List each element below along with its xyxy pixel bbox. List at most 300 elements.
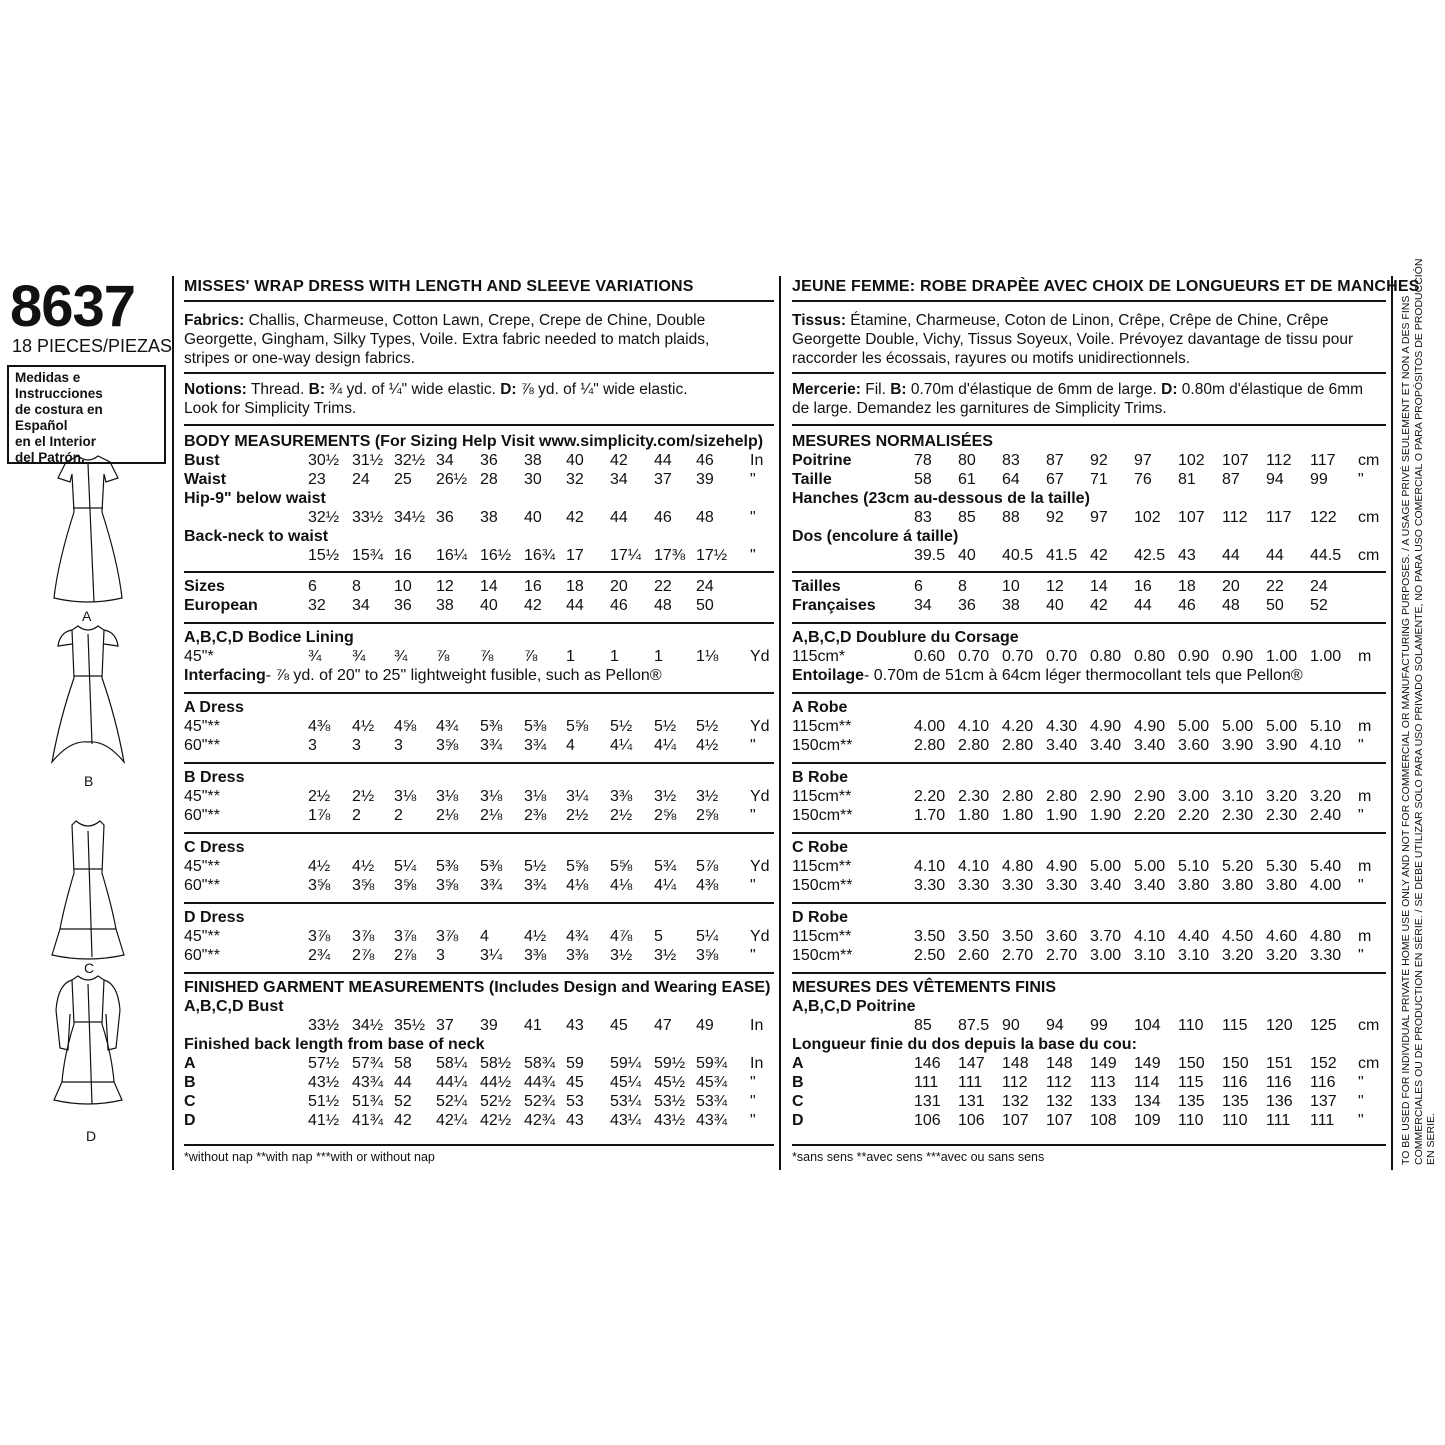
cell-value: 112 bbox=[1222, 509, 1248, 526]
cell-value: 36 bbox=[480, 452, 498, 469]
cell-value: ¾ bbox=[394, 648, 408, 665]
cell-value: 26½ bbox=[436, 471, 468, 488]
cell-value: 0.70 bbox=[1002, 648, 1034, 665]
cell-value: 2 bbox=[352, 807, 361, 824]
cell-value: 41 bbox=[524, 1017, 542, 1034]
cell-value: 3¾ bbox=[524, 877, 547, 894]
row-label: C Dress bbox=[184, 839, 245, 856]
cell-value: 87 bbox=[1222, 471, 1240, 488]
cell-value: 18 bbox=[1178, 578, 1196, 595]
cell-value: 10 bbox=[394, 578, 412, 595]
cell-value: 3⅞ bbox=[436, 928, 459, 945]
cell-value: 3.30 bbox=[958, 877, 990, 894]
cell-value: 78 bbox=[914, 452, 932, 469]
cell-value: 147 bbox=[958, 1055, 985, 1072]
cell-value: 5.00 bbox=[1090, 858, 1122, 875]
table-row bbox=[792, 1054, 1386, 1073]
cell-value: 92 bbox=[1046, 509, 1064, 526]
cell-value: 8 bbox=[352, 578, 361, 595]
cell-value: 4 bbox=[480, 928, 489, 945]
row-label: Tailles bbox=[792, 578, 841, 595]
cell-value: 87 bbox=[1046, 452, 1064, 469]
cell-value: 2.30 bbox=[958, 788, 990, 805]
cell-value: 112 bbox=[1266, 452, 1292, 469]
cell-value: 4.10 bbox=[1310, 737, 1342, 754]
table-row bbox=[792, 997, 1386, 1016]
unit-label: In bbox=[750, 1017, 764, 1034]
cell-value: 59¼ bbox=[610, 1055, 642, 1072]
cell-value: 34½ bbox=[394, 509, 426, 526]
table-row bbox=[184, 527, 774, 546]
unit-label: m bbox=[1358, 928, 1372, 945]
row-label: Finished back length from base of neck bbox=[184, 1036, 485, 1053]
unit-label: " bbox=[750, 877, 756, 894]
cell-value: 3.60 bbox=[1178, 737, 1210, 754]
unit-label: m bbox=[1358, 788, 1372, 805]
cell-value: 4.20 bbox=[1002, 718, 1034, 735]
cell-value: 112 bbox=[1046, 1074, 1072, 1091]
cell-value: 40 bbox=[566, 452, 584, 469]
cell-value: 58¼ bbox=[436, 1055, 468, 1072]
table-row bbox=[184, 698, 774, 717]
cell-value: 4.30 bbox=[1046, 718, 1078, 735]
table-row bbox=[184, 489, 774, 508]
cell-value: 99 bbox=[1090, 1017, 1108, 1034]
cell-value: ¾ bbox=[352, 648, 366, 665]
cell-value: 5¼ bbox=[696, 928, 719, 945]
cell-value: 0.60 bbox=[914, 648, 946, 665]
cell-value: 2⅜ bbox=[524, 807, 547, 824]
table-row bbox=[792, 908, 1386, 927]
cell-value: 2.90 bbox=[1134, 788, 1166, 805]
divider bbox=[792, 832, 1386, 834]
row-label: 60"** bbox=[184, 807, 220, 824]
cell-value: ⅞ bbox=[436, 648, 450, 665]
table-row bbox=[792, 857, 1386, 876]
cell-value: 110 bbox=[1178, 1112, 1204, 1129]
cell-value: 2.80 bbox=[1002, 788, 1034, 805]
cell-value: 44¼ bbox=[436, 1074, 468, 1091]
cell-value: 4½ bbox=[352, 718, 375, 735]
unit-label: " bbox=[750, 807, 756, 824]
view-a-dress-drawing bbox=[48, 452, 128, 607]
cell-value: 34 bbox=[914, 597, 932, 614]
cell-value: 43¾ bbox=[696, 1112, 728, 1129]
cell-value: 107 bbox=[1178, 509, 1205, 526]
cell-value: ¾ bbox=[308, 648, 322, 665]
cell-value: 42 bbox=[1090, 547, 1108, 564]
cell-value: 3.00 bbox=[1090, 947, 1122, 964]
divider bbox=[184, 832, 774, 834]
table-row bbox=[792, 596, 1386, 615]
cell-value: 42 bbox=[610, 452, 628, 469]
cell-value: 102 bbox=[1134, 509, 1161, 526]
pattern-number: 8637 bbox=[10, 274, 136, 339]
cell-value: 2.90 bbox=[1090, 788, 1122, 805]
cell-value: 44.5 bbox=[1310, 547, 1342, 564]
cell-value: 10 bbox=[1002, 578, 1020, 595]
cell-value: 44 bbox=[394, 1074, 412, 1091]
table-row bbox=[792, 768, 1386, 787]
cell-value: 16¼ bbox=[436, 547, 468, 564]
cell-value: 0.90 bbox=[1222, 648, 1254, 665]
cell-value: 16¾ bbox=[524, 547, 556, 564]
table-row bbox=[184, 1092, 774, 1111]
cell-value: 109 bbox=[1134, 1112, 1161, 1129]
cell-value: 131 bbox=[914, 1093, 941, 1110]
cell-value: 45 bbox=[610, 1017, 628, 1034]
cell-value: 39.5 bbox=[914, 547, 946, 564]
cell-value: 3.40 bbox=[1046, 737, 1078, 754]
cell-value: 58¾ bbox=[524, 1055, 556, 1072]
cell-value: 45 bbox=[566, 1074, 584, 1091]
table-row bbox=[792, 432, 1386, 451]
cell-value: 3⅜ bbox=[524, 947, 547, 964]
cell-value: 43¾ bbox=[352, 1074, 384, 1091]
cell-value: 4.60 bbox=[1266, 928, 1298, 945]
cell-value: 43 bbox=[1178, 547, 1196, 564]
cell-value: 1⅞ bbox=[308, 807, 331, 824]
cell-value: 17⅜ bbox=[654, 547, 686, 564]
cell-value: 3.10 bbox=[1134, 947, 1166, 964]
cell-value: 5.10 bbox=[1178, 858, 1210, 875]
cell-value: 133 bbox=[1090, 1093, 1117, 1110]
cell-value: 4½ bbox=[524, 928, 547, 945]
cell-value: 150 bbox=[1222, 1055, 1249, 1072]
cell-value: 4.10 bbox=[958, 858, 990, 875]
divider bbox=[184, 762, 774, 764]
cell-value: 16 bbox=[394, 547, 412, 564]
cell-value: 3.80 bbox=[1222, 877, 1254, 894]
cell-value: 45¼ bbox=[610, 1074, 642, 1091]
cell-value: 3¼ bbox=[480, 947, 503, 964]
cell-value: 115 bbox=[1222, 1017, 1248, 1034]
cell-value: 2⅛ bbox=[436, 807, 459, 824]
table-row bbox=[792, 736, 1386, 755]
cell-value: 5⅜ bbox=[436, 858, 459, 875]
cell-value: 46 bbox=[696, 452, 714, 469]
notions-line: Mercerie: Fil. B: 0.70m d'élastique de 6mm de large. D: 0.80m d'élastique de 6mm bbox=[792, 381, 1364, 398]
cell-value: 38 bbox=[524, 452, 542, 469]
fabrics-text bbox=[792, 311, 1386, 368]
row-label: Sizes bbox=[184, 578, 225, 595]
view-label-b: B bbox=[84, 773, 94, 789]
cell-value: 16½ bbox=[480, 547, 512, 564]
row-label: A Robe bbox=[792, 699, 848, 716]
cell-value: 2.20 bbox=[914, 788, 946, 805]
cell-value: 18 bbox=[566, 578, 584, 595]
table-row bbox=[792, 838, 1386, 857]
row-label: Entoilage- 0.70m de 51cm à 64cm léger thermocollant tels que Pellon® bbox=[792, 667, 1303, 684]
divider bbox=[184, 972, 774, 974]
row-label: A,B,C,D Bodice Lining bbox=[184, 629, 354, 646]
cell-value: 4.10 bbox=[1134, 928, 1166, 945]
cell-value: 17¼ bbox=[610, 547, 642, 564]
unit-label: " bbox=[750, 1074, 756, 1091]
cell-value: 37 bbox=[654, 471, 672, 488]
row-label: European bbox=[184, 597, 258, 614]
unit-label: " bbox=[750, 547, 756, 564]
cell-value: 52¼ bbox=[436, 1093, 468, 1110]
notions-text bbox=[184, 380, 774, 418]
cell-value: 4⅝ bbox=[394, 718, 417, 735]
cell-value: 117 bbox=[1310, 452, 1336, 469]
cell-value: 0.70 bbox=[958, 648, 990, 665]
cell-value: 149 bbox=[1090, 1055, 1117, 1072]
cell-value: 3⅝ bbox=[352, 877, 375, 894]
cell-value: 115 bbox=[1178, 1074, 1204, 1091]
row-label: D bbox=[792, 1112, 804, 1129]
spanish-line: Medidas e Instrucciones bbox=[15, 370, 103, 401]
cell-value: 4.50 bbox=[1222, 928, 1254, 945]
unit-label: Yd bbox=[750, 858, 770, 875]
divider bbox=[184, 622, 774, 624]
row-label: 115cm** bbox=[792, 928, 852, 945]
cell-value: 4¼ bbox=[654, 737, 677, 754]
cell-value: 0.70 bbox=[1046, 648, 1078, 665]
cell-value: 38 bbox=[480, 509, 498, 526]
cell-value: 59½ bbox=[654, 1055, 686, 1072]
cell-value: 3.90 bbox=[1222, 737, 1254, 754]
cell-value: 43½ bbox=[654, 1112, 686, 1129]
row-label: 45"** bbox=[184, 858, 220, 875]
cell-value: 85 bbox=[958, 509, 976, 526]
cell-value: 116 bbox=[1310, 1074, 1336, 1091]
cell-value: 48 bbox=[654, 597, 672, 614]
cell-value: 52¾ bbox=[524, 1093, 556, 1110]
cell-value: 3¾ bbox=[480, 737, 503, 754]
table-row bbox=[792, 489, 1386, 508]
table-row bbox=[792, 666, 1386, 685]
spanish-line: de costura en Español bbox=[15, 402, 103, 433]
cell-value: 3⅝ bbox=[308, 877, 331, 894]
cell-value: 85 bbox=[914, 1017, 932, 1034]
cell-value: 5¼ bbox=[394, 858, 417, 875]
cell-value: 148 bbox=[1002, 1055, 1029, 1072]
cell-value: 35½ bbox=[394, 1017, 426, 1034]
table-row bbox=[792, 806, 1386, 825]
cell-value: 3.90 bbox=[1266, 737, 1298, 754]
row-label: BODY MEASUREMENTS (For Sizing Help Visit www.simplicity.com/sizehelp) bbox=[184, 433, 764, 450]
unit-label: cm bbox=[1358, 1055, 1380, 1072]
table-row bbox=[792, 1092, 1386, 1111]
cell-value: 5⅝ bbox=[610, 858, 633, 875]
cell-value: 6 bbox=[914, 578, 923, 595]
cell-value: 5 bbox=[654, 928, 663, 945]
cell-value: 4½ bbox=[352, 858, 375, 875]
cell-value: 116 bbox=[1222, 1074, 1248, 1091]
table-row bbox=[184, 927, 774, 946]
table-row bbox=[184, 1054, 774, 1073]
cell-value: 3.30 bbox=[1002, 877, 1034, 894]
cell-value: 2.70 bbox=[1046, 947, 1078, 964]
row-label: 45"** bbox=[184, 928, 220, 945]
cell-value: 14 bbox=[1090, 578, 1108, 595]
cell-value: 36 bbox=[958, 597, 976, 614]
cell-value: 30 bbox=[524, 471, 542, 488]
cell-value: 1.00 bbox=[1266, 648, 1298, 665]
table-row bbox=[184, 596, 774, 615]
row-label: 150cm** bbox=[792, 877, 853, 894]
table-row bbox=[184, 432, 774, 451]
footnote: *sans sens **avec sens ***avec ou sans sens bbox=[792, 1150, 1045, 1164]
cell-value: 4½ bbox=[696, 737, 719, 754]
cell-value: 2⅝ bbox=[696, 807, 719, 824]
cell-value: 3.10 bbox=[1178, 947, 1210, 964]
cell-value: 76 bbox=[1134, 471, 1152, 488]
cell-value: 15¾ bbox=[352, 547, 384, 564]
unit-label: In bbox=[750, 452, 764, 469]
unit-label: " bbox=[1358, 807, 1364, 824]
cell-value: 33½ bbox=[352, 509, 384, 526]
cell-value: 131 bbox=[958, 1093, 985, 1110]
divider bbox=[792, 692, 1386, 694]
cell-value: 2⅞ bbox=[394, 947, 417, 964]
table-row bbox=[792, 787, 1386, 806]
table-row bbox=[792, 546, 1386, 565]
divider bbox=[184, 424, 774, 426]
cell-value: 3.20 bbox=[1266, 947, 1298, 964]
cell-value: 1⅛ bbox=[696, 648, 719, 665]
divider bbox=[792, 762, 1386, 764]
cell-value: 136 bbox=[1266, 1093, 1293, 1110]
cell-value: 3⅜ bbox=[566, 947, 589, 964]
cell-value: 4⅜ bbox=[696, 877, 719, 894]
row-label: B Robe bbox=[792, 769, 848, 786]
table-row bbox=[184, 577, 774, 596]
cell-value: 2⅝ bbox=[654, 807, 677, 824]
cell-value: 3⅞ bbox=[352, 928, 375, 945]
cell-value: 4.90 bbox=[1090, 718, 1122, 735]
unit-label: " bbox=[1358, 1093, 1364, 1110]
row-label: D Dress bbox=[184, 909, 245, 926]
cell-value: 16 bbox=[1134, 578, 1152, 595]
cell-value: 44 bbox=[654, 452, 672, 469]
cell-value: 0.90 bbox=[1178, 648, 1210, 665]
cell-value: 22 bbox=[654, 578, 672, 595]
table-row bbox=[792, 508, 1386, 527]
cell-value: 44½ bbox=[480, 1074, 512, 1091]
cell-value: 53¾ bbox=[696, 1093, 728, 1110]
cell-value: 42¾ bbox=[524, 1112, 556, 1129]
section-title: MISSES' WRAP DRESS WITH LENGTH AND SLEEVE VARIATIONS bbox=[184, 278, 694, 295]
cell-value: 40.5 bbox=[1002, 547, 1034, 564]
cell-value: 23 bbox=[308, 471, 326, 488]
cell-value: 1.90 bbox=[1046, 807, 1078, 824]
cell-value: 3¼ bbox=[566, 788, 589, 805]
cell-value: 110 bbox=[1222, 1112, 1248, 1129]
row-label: Longueur finie du dos depuis la base du cou: bbox=[792, 1036, 1137, 1053]
cell-value: 4 bbox=[566, 737, 575, 754]
cell-value: 12 bbox=[1046, 578, 1064, 595]
cell-value: 2.20 bbox=[1178, 807, 1210, 824]
view-c-dress-drawing bbox=[48, 817, 128, 962]
table-row bbox=[792, 647, 1386, 666]
divider bbox=[792, 1144, 1386, 1146]
table-row bbox=[184, 628, 774, 647]
table-row bbox=[184, 508, 774, 527]
cell-value: 34½ bbox=[352, 1017, 384, 1034]
cell-value: 58 bbox=[914, 471, 932, 488]
divider bbox=[792, 571, 1386, 573]
cell-value: 46 bbox=[610, 597, 628, 614]
cell-value: 111 bbox=[1310, 1112, 1335, 1129]
cell-value: 4¾ bbox=[566, 928, 589, 945]
divider bbox=[792, 372, 1386, 374]
table-row bbox=[184, 1016, 774, 1035]
column-rule bbox=[779, 276, 781, 1170]
cell-value: 2⅛ bbox=[480, 807, 503, 824]
fabrics-line: Georgette Double, Vichy, Tissus Soyeux, Voile. Prévoyez davantage de tissu pour bbox=[792, 331, 1354, 348]
cell-value: 17 bbox=[566, 547, 584, 564]
table-row bbox=[184, 666, 774, 685]
row-label: Bust bbox=[184, 452, 220, 469]
row-label: Hanches (23cm au-dessous de la taille) bbox=[792, 490, 1090, 507]
cell-value: 3.50 bbox=[1002, 928, 1034, 945]
table-row bbox=[792, 927, 1386, 946]
column-rule bbox=[172, 276, 174, 1170]
cell-value: 67 bbox=[1046, 471, 1064, 488]
table-row bbox=[184, 946, 774, 965]
cell-value: 3⅝ bbox=[436, 877, 459, 894]
table-row bbox=[792, 1111, 1386, 1130]
unit-label: cm bbox=[1358, 452, 1380, 469]
cell-value: 2.80 bbox=[1046, 788, 1078, 805]
row-label: 115cm** bbox=[792, 718, 852, 735]
view-b-dress-drawing bbox=[48, 622, 128, 772]
table-row bbox=[184, 787, 774, 806]
cell-value: 59 bbox=[566, 1055, 584, 1072]
cell-value: 83 bbox=[914, 509, 932, 526]
cell-value: 2.30 bbox=[1266, 807, 1298, 824]
row-label: A bbox=[792, 1055, 804, 1072]
table-row bbox=[184, 908, 774, 927]
cell-value: 40 bbox=[1046, 597, 1064, 614]
cell-value: 110 bbox=[1178, 1017, 1204, 1034]
table-row bbox=[792, 451, 1386, 470]
cell-value: 32½ bbox=[394, 452, 426, 469]
row-label: D bbox=[184, 1112, 196, 1129]
cell-value: 2.80 bbox=[958, 737, 990, 754]
cell-value: 42½ bbox=[480, 1112, 512, 1129]
view-label-a: A bbox=[82, 608, 92, 624]
cell-value: 50 bbox=[1266, 597, 1284, 614]
table-row bbox=[792, 470, 1386, 489]
cell-value: 4⅛ bbox=[610, 877, 633, 894]
cell-value: 3¾ bbox=[480, 877, 503, 894]
cell-value: 132 bbox=[1046, 1093, 1073, 1110]
cell-value: 4⅞ bbox=[610, 928, 633, 945]
divider bbox=[184, 372, 774, 374]
cell-value: 22 bbox=[1266, 578, 1284, 595]
row-label: 45"* bbox=[184, 648, 214, 665]
unit-label: " bbox=[1358, 947, 1364, 964]
cell-value: 3.30 bbox=[1046, 877, 1078, 894]
cell-value: 4.10 bbox=[914, 858, 946, 875]
cell-value: 5½ bbox=[696, 718, 719, 735]
divider bbox=[184, 300, 774, 302]
cell-value: 34 bbox=[352, 597, 370, 614]
cell-value: 4.80 bbox=[1310, 928, 1342, 945]
divider bbox=[184, 902, 774, 904]
cell-value: 5⅝ bbox=[566, 718, 589, 735]
unit-label: " bbox=[750, 509, 756, 526]
table-row bbox=[792, 1035, 1386, 1054]
cell-value: 43 bbox=[566, 1017, 584, 1034]
cell-value: 4¼ bbox=[610, 737, 633, 754]
cell-value: 97 bbox=[1090, 509, 1108, 526]
cell-value: 52½ bbox=[480, 1093, 512, 1110]
